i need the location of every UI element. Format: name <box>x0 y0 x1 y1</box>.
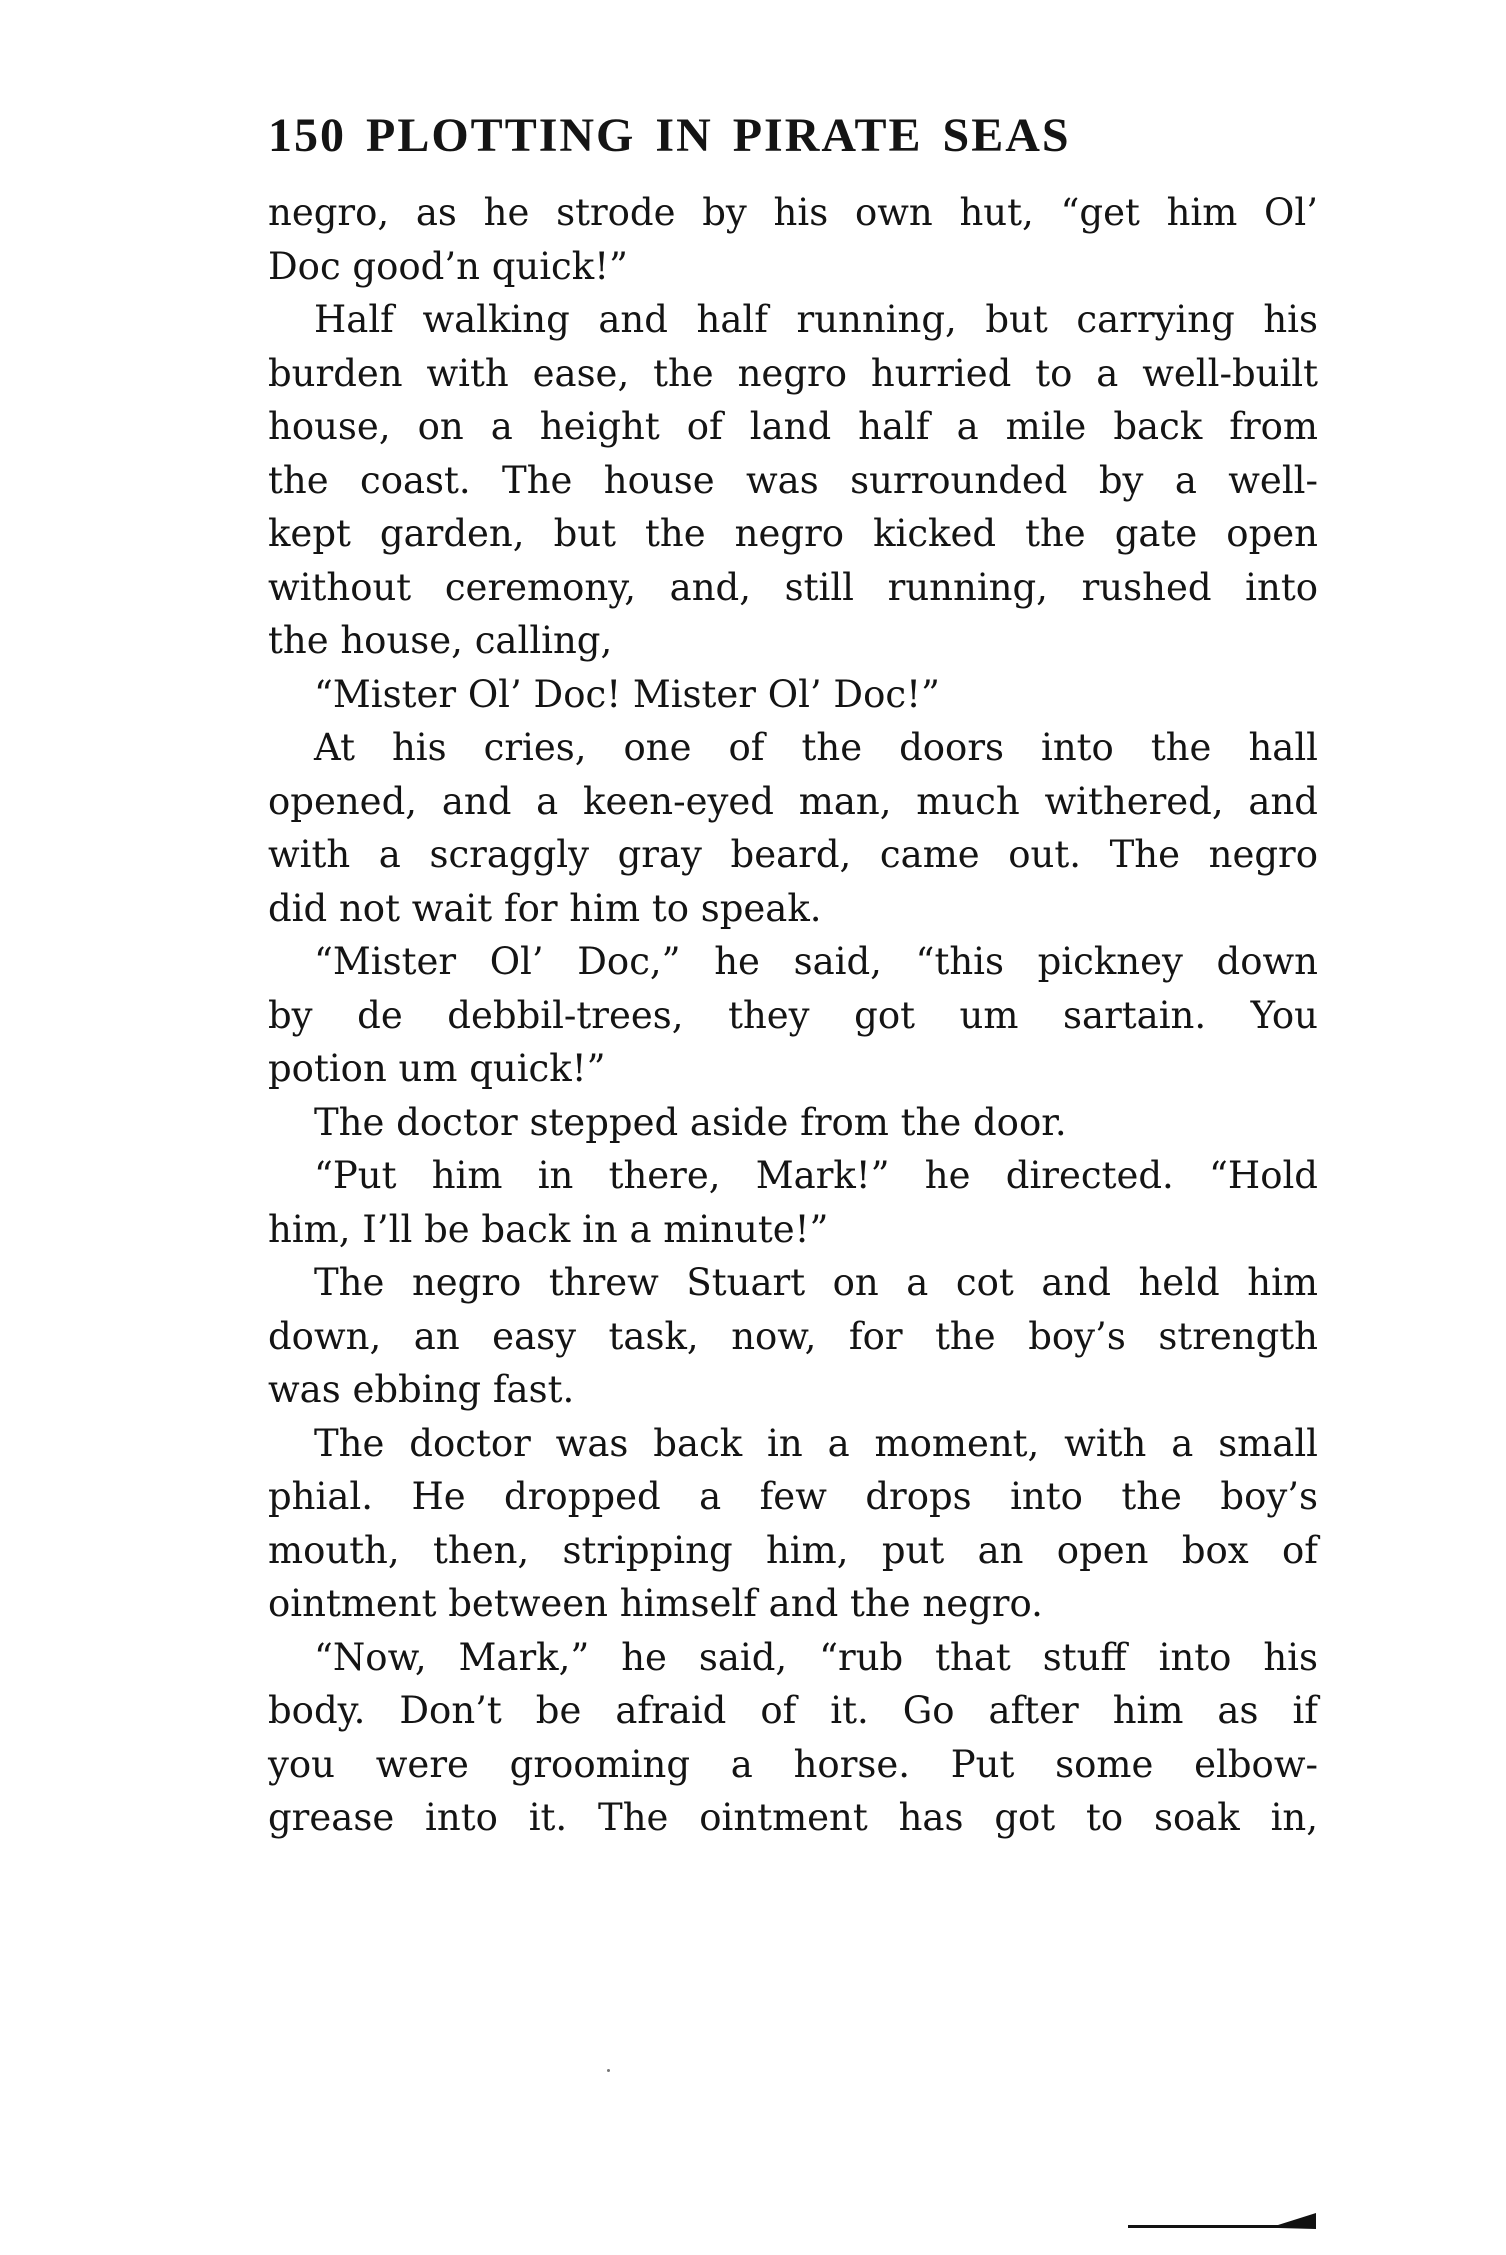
text-line: the house, calling, <box>268 619 613 662</box>
text-line: you were grooming a horse. Put some elbow- <box>268 1742 1318 1786</box>
text-line: Half walking and half running, but carrying his <box>314 298 1318 341</box>
text-line: opened, and a keen-eyed man, much withered, and <box>268 779 1318 823</box>
text-line: The doctor was back in a moment, with a small <box>314 1421 1318 1465</box>
text-line: grease into it. The ointment has got to soak in, <box>268 1796 1318 1839</box>
text-line: “Mister Ol’ Doc! Mister Ol’ Doc!” <box>314 672 940 716</box>
text-line: Doc good’n quick!” <box>268 244 628 288</box>
text-line: did not wait for him to speak. <box>268 886 822 930</box>
text-line: him, I’ll be back in a minute!” <box>268 1207 829 1251</box>
page-number: 150 <box>268 109 346 162</box>
text-line: with a scraggly gray beard, came out. The negro <box>268 833 1318 876</box>
text-line: At his cries, one of the doors into the hall <box>314 726 1318 769</box>
text-line: The doctor stepped aside from the door. <box>314 1100 1067 1144</box>
text-line: ointment between himself and the negro. <box>268 1582 1043 1625</box>
text-line: body. Don’t be afraid of it. Go after him as if <box>268 1689 1318 1732</box>
text-line: mouth, then, stripping him, put an open box of <box>268 1528 1318 1572</box>
text-line: was ebbing fast. <box>268 1368 575 1411</box>
text-line: by de debbil-trees, they got um sartain. You <box>268 993 1318 1037</box>
text-line: without ceremony, and, still running, rushed into <box>268 565 1318 609</box>
text-line: burden with ease, the negro hurried to a well-built <box>268 351 1318 395</box>
running-header <box>268 108 1320 164</box>
text-line: The negro threw Stuart on a cot and held him <box>314 1261 1318 1304</box>
text-line: negro, as he strode by his own hut, “get him Ol’ <box>268 191 1318 234</box>
text-line: phial. He dropped a few drops into the boy’s <box>268 1475 1318 1518</box>
text-line: kept garden, but the negro kicked the gate open <box>268 512 1318 555</box>
text-line: “Put him in there, Mark!” he directed. “Hold <box>314 1154 1318 1197</box>
text-line: potion um quick!” <box>268 1047 606 1090</box>
text-line: “Mister Ol’ Doc,” he said, “this pickney down <box>314 940 1318 983</box>
text-line: “Now, Mark,” he said, “rub that stuff into his <box>314 1635 1318 1679</box>
text-line: house, on a height of land half a mile back from <box>268 405 1318 448</box>
scan-edge-mark <box>1128 2211 1318 2231</box>
scan-speck <box>607 2069 610 2072</box>
text-line: down, an easy task, now, for the boy’s strength <box>268 1314 1318 1358</box>
text-line: the coast. The house was surrounded by a well- <box>268 458 1318 502</box>
running-title: PLOTTING IN PIRATE SEAS <box>366 109 1071 162</box>
body-text <box>268 186 1318 1845</box>
